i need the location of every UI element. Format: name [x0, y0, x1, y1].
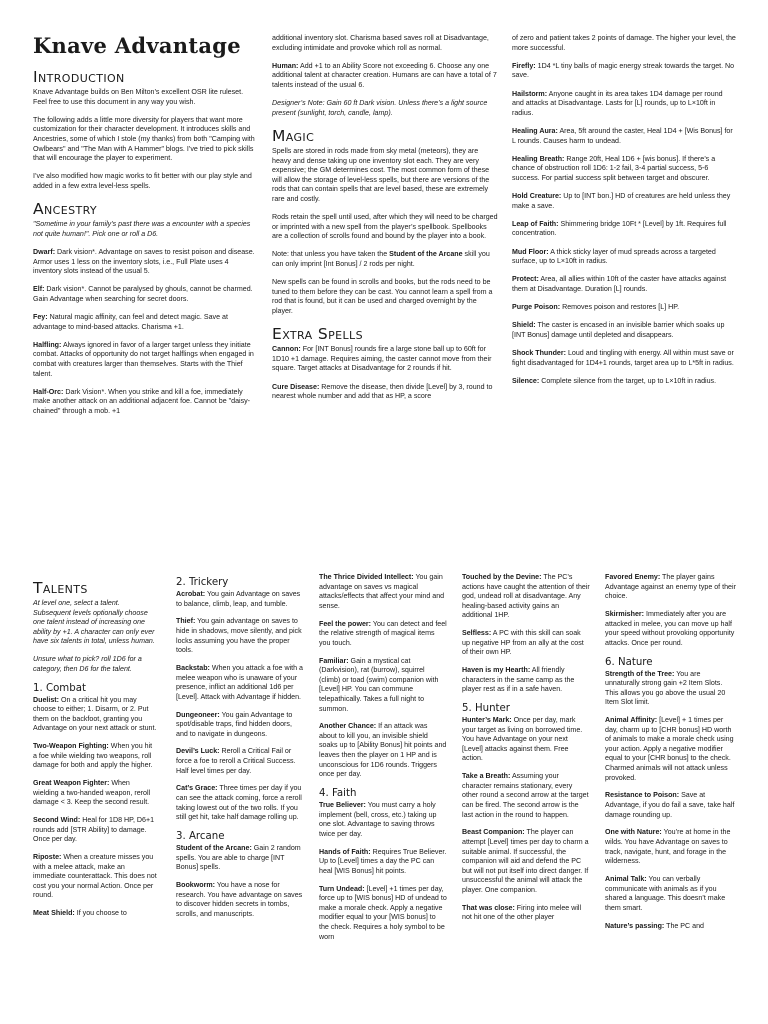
entry-name: Turn Undead: — [319, 884, 365, 893]
entry — [272, 250, 498, 269]
entry-text: All friendly characters in the same camp as the player rest as if in a safe haven. — [462, 666, 575, 694]
entry-text: When wielding a two-handed weapon, reroll damage < 3. Keep the second result. — [33, 779, 151, 807]
entry — [462, 573, 590, 621]
entry-name: The Thrice Divided Intellect: — [319, 573, 414, 581]
entry-text: A thick sticky layer of mud spreads across a targeted surface, up to L×10ft in radius. — [512, 247, 716, 266]
entry — [512, 127, 736, 146]
entry-text: Dark vision*. Cannot be paralysed by ghouls, cannot be charmed. Gain Advantage when searching for secret doors. — [33, 285, 253, 303]
entry — [512, 303, 736, 313]
entry-text: 1D4 *L tiny balls of magic energy streak towards the target. No save. — [512, 61, 735, 80]
entry-text: The player gains Advantage against an enemy type of their choice. — [605, 573, 736, 601]
entry-name: Human: — [272, 61, 299, 70]
entry — [462, 666, 590, 695]
entry-name: Mud Floor: — [512, 247, 549, 256]
entry-name: Backstab: — [176, 663, 210, 672]
entry-text: Gain a mystical cat (Darkvision), rat (burrow), squirrel (climb) or toad (swim) companion with [Level] HP. You can commune telepathically. Takes a full night to summon. — [319, 656, 439, 713]
entry-text: Removes poison and restores [L] HP. — [560, 303, 680, 312]
entry-text: Natural magic affinity, can feel and detect magic. Save at advantage to mind-based attacks. Charisma +1. — [33, 313, 228, 331]
entry — [33, 816, 157, 845]
entry — [176, 617, 303, 655]
entry-text: [Level] +1 times per day, force up to [WIS bonus] HD of undead to make a morale check. Apply a negative modifier equal to your [WIS bonus] to the check. Requires a holy symbol to be worn — [319, 884, 447, 941]
entry — [462, 772, 590, 820]
paragraph: I’ve also modified how magic works to fit better with our play style and added in a few extra level-less spells. — [33, 172, 252, 190]
entry-text: Shimmering bridge 10Ft * [Level] by 1ft. Requires full concentration. — [512, 219, 727, 238]
bottom-column-1 — [33, 573, 157, 927]
entry-text: Up to [INT bon.] HD of creatures are held unless they make a save. — [512, 192, 731, 210]
entry-name: Hailstorm: — [512, 89, 548, 98]
entry-text: You’re at home in the wilds. You have Advantage on saves to track, navigate, hunt, and forage in the wilderness. — [605, 828, 731, 866]
entry-text: Dark Vision*. When you strike and kill a foe, immediately make another attack on an additional adjacent foe. Cannot be "daisy-chained" through a mob. +1 — [33, 387, 251, 415]
bottom-column-3 — [319, 573, 447, 950]
entry-name: Great Weapon Fighter: — [33, 779, 110, 788]
entry-name: Animal Talk: — [605, 874, 647, 883]
entry-name: Duelist: — [33, 695, 60, 704]
entry — [512, 62, 736, 81]
entry-text: You must carry a holy implement (bell, cross, etc.) taking up one slot. Advantage to saving throws twice per day. — [319, 801, 437, 838]
entry-text: Save at Advantage, if you do fail a save, take half damage rounding up. — [605, 791, 735, 819]
entry-text: When a creature misses you with a melee attack, make an immediate counterattack. This does not cost you your normal Action. Once per round. — [33, 853, 157, 900]
entry-text: Complete silence from the target, up to L×10ft in radius. — [539, 376, 717, 385]
entry-text: skill you can only imprint [Int Bonus] / 2 rods per night. — [272, 250, 490, 269]
entry — [176, 844, 303, 873]
italic-note: At level one, select a talent. Subsequent levels optionally choose one talent instead of increasing one ability by +1. A character can only ever have six talents in total, unless human. — [33, 599, 155, 646]
entry — [319, 801, 447, 839]
entry-text: If an attack was about to kill you, an invisible shield soaks up to [Ability Bonus] hit points and leaves then the player on 1 HP and is unconscious for 1D6 rounds. Triggers once per day. — [319, 722, 447, 779]
entry-name: Healing Aura: — [512, 126, 558, 135]
entry-text: Always ignored in favor of a larger target unless they initiate combat. Attacks of opportunity do not target halflings when engaged in combat with creatures larger than themselves. Starts with the Thief talent. — [33, 340, 254, 378]
section-heading: Ancestry — [33, 200, 98, 219]
entry — [272, 345, 498, 374]
entry-text: On a critical hit you may choose to either; 1. Disarm, or 2. Put them on the backfoot, granting you Advantage on your next attack or stunt. — [33, 695, 157, 733]
entry — [512, 275, 736, 294]
top-column-3 — [512, 34, 736, 395]
entry-name: Dwarf: — [33, 247, 56, 256]
section-heading: Magic — [272, 126, 315, 145]
entry — [605, 716, 736, 783]
paragraph: The following adds a little more diversity for players that want more customization for their character development. It introduces skills and Ancestries, some of which I stole (my thanks) from both "Camping with Owlbears" and "The Man with A Hammer" blogs. I’ve tried to pick skills that will encourage the player to experiment. — [33, 115, 255, 163]
entry — [33, 313, 255, 332]
entry — [512, 192, 736, 211]
entry-text: Range 20ft, Heal 1D6 + [wis bonus]. If there’s a chance of obstruction roll 1D6: 1-2 fail, 3-4 partial success, 5-6 success. For partial success split between target and obscurer. — [512, 154, 716, 182]
entry-text: For [INT Bonus] rounds fire a large stone ball up to 60ft for 1D10 +1 damage. Requires aiming, the caster cannot move from their square. Target attacks at Disadvantage for 2 rounds if hit. — [272, 345, 492, 373]
entry-text: You can verbally communicate with animals as if you shared a language. This doesn’t make them smart. — [605, 874, 726, 912]
page-title: Knave Advantage — [33, 33, 241, 58]
entry-name: Halfling: — [33, 340, 62, 349]
entry-text: A PC with this skill can soak up negative HP from an ally at the cost of their own HP. — [462, 629, 584, 657]
entry-text: Loud and tingling with energy. All within must save or fight disadvantaged for 1D4+1 rounds, target area up to L*5ft in radius. — [512, 349, 734, 367]
entry-name: Hands of Faith: — [319, 847, 371, 856]
entry-name: Another Chance: — [319, 722, 377, 731]
entry-text: The player can attempt [Level] times per day to charm a suitable animal. If successful, the companion will aid and defend the PC but will not put itself into direct danger. If unsuccessful the animal will attack the player. One companion. — [462, 828, 589, 894]
subsection-heading: 6. Nature — [605, 656, 653, 668]
entry — [512, 321, 736, 340]
entry-text: When you hit a foe while wielding two weapons, roll damage for both and apply the higher. — [33, 742, 153, 770]
entry-text: Heal for 1D8 HP, D6+1 rounds add [STR Ability] to damage. Once per day. — [33, 816, 155, 844]
entry — [605, 573, 736, 602]
entry — [512, 90, 736, 119]
entry — [33, 853, 157, 901]
entry-text: Reroll a Critical Fail or force a foe to reroll a Critical Success. Half level times per day. — [176, 747, 296, 775]
entry — [462, 904, 590, 923]
entry — [176, 747, 303, 776]
entry-name: Haven is my Hearth: — [462, 666, 531, 675]
entry — [33, 285, 255, 304]
entry-text: The PC and — [664, 921, 704, 930]
entry-name: Nature’s passing: — [605, 921, 665, 930]
entry — [605, 670, 736, 708]
entry-name: Firefly: — [512, 61, 536, 70]
entry-text: Assuming your character remains stationary, every other round a second arrow at the target can be fired. The second arrow is the last action in the round to happen. — [462, 772, 589, 819]
entry-text: You gain Advantage on saves to balance, climb, leap, and tumble. — [176, 590, 301, 608]
subsection-heading: 4. Faith — [319, 788, 357, 800]
entry — [176, 711, 303, 740]
entry — [512, 377, 736, 387]
entry-name: Familiar: — [319, 656, 349, 665]
top-column-1 — [33, 34, 255, 425]
entry-name: Beast Companion: — [462, 828, 525, 837]
entry — [319, 620, 447, 649]
entry — [319, 722, 447, 780]
subsection-heading: 1. Combat — [33, 682, 86, 694]
entry-text: Area, 5ft around the caster, Heal 1D4 + [Wis Bonus] for L rounds. Causes harm to undead. — [512, 126, 733, 145]
entry — [319, 848, 447, 877]
entry-name: Touched by the Devine: — [462, 573, 542, 581]
entry-name: One with Nature: — [605, 828, 662, 837]
entry — [33, 341, 255, 379]
entry — [512, 155, 736, 184]
entry — [605, 791, 736, 820]
entry-name: Skirmisher: — [605, 609, 645, 618]
paragraph: Spells are stored in rods made from sky metal (meteors), they are heavy and dense taking up one inventory slot each. They are very expensive; the GM determines cost. The most common form of these will allow the storage of level-less spells, but there are versions of the rods that can contain spells that are level based, these are extremely rare and costly. — [272, 146, 490, 203]
entry — [512, 349, 736, 368]
entry-name: Protect: — [512, 275, 539, 284]
entry-text: You have a nose for research. You have advantage on saves to discover hidden secrets in tombs, scrolls, and manuscripts. — [176, 880, 303, 918]
entry-text: You gain Advantage to spot/disable traps, find hidden doors, and to navigate in dungeons. — [176, 710, 293, 738]
entry-text: The PC’s actions have caught the attention of their god, undead roll at disadvantage. Any healing-based activity gains an additional 1HP. — [462, 573, 590, 620]
entry-name: Devil’s Luck: — [176, 747, 220, 756]
section-heading: Introduction — [33, 68, 125, 86]
entry — [176, 590, 303, 609]
entry-name: Cure Disease: — [272, 382, 320, 391]
paragraph: Rods retain the spell until used, after which they will need to be charged or imprinted with a new spell from the player’s spellbook. Spellbooks are a collection of scrolls found and bound by the player into a book. — [272, 213, 498, 241]
bottom-column-5 — [605, 573, 736, 939]
entry-name: Animal Affinity: — [605, 716, 658, 725]
entry-name: Healing Breath: — [512, 154, 565, 163]
section-heading: Extra Spells — [272, 325, 363, 344]
entry-name: Shield: — [512, 321, 536, 330]
entry-text: When you attack a foe with a melee weapon who is unaware of your presence, inflict an additional 1d6 per [Level]. Attack with Advantage if hidden. — [176, 663, 303, 701]
entry-name: Dungeoneer: — [176, 710, 220, 719]
paragraph: of zero and patient takes 2 points of damage. The higher your level, the more successful. — [512, 34, 736, 52]
entry — [512, 220, 736, 239]
entry-name: True Believer: — [319, 801, 366, 810]
entry-name: Student of the Arcane — [389, 250, 463, 259]
subsection-heading: 5. Hunter — [462, 703, 510, 715]
entry-text: The caster is encased in an invisible barrier which soaks up [INT Bonus] damage until depleted and disappears. — [512, 321, 725, 339]
entry-name: Silence: — [512, 376, 540, 385]
entry-name: Shock Thunder: — [512, 349, 566, 358]
entry-name: Two-Weapon Fighting: — [33, 742, 109, 751]
entry — [605, 875, 736, 913]
entry-text: [Level] + 1 times per day, charm up to [CHR bonus] HD worth of animals to make a morale check using your action. Apply a negative modifier equal to your [CHR bonus] to the check. Charmed animals will not attack unless provoked. — [605, 716, 734, 782]
entry-name: Bookworm: — [176, 880, 216, 889]
entry-name: Selfless: — [462, 629, 492, 638]
subsection-heading: 3. Arcane — [176, 831, 225, 842]
entry — [33, 779, 157, 808]
subsection-heading: 2. Trickery — [176, 577, 229, 588]
entry-text: You are unnaturally strong gain +2 Item Slots. This allows you go above the usual 20 Item Slot limit. — [605, 669, 726, 707]
entry — [33, 388, 255, 417]
entry-text: Firing into melee will not hit one of the other player — [462, 903, 582, 922]
entry-name: Take a Breath: — [462, 772, 511, 781]
entry — [319, 657, 447, 715]
entry-text: Remove the disease, then divide [Level] by 3, round to nearest whole number and add that as HP, a score — [272, 382, 493, 401]
entry-name: Elf: — [33, 285, 45, 294]
entry — [512, 248, 736, 267]
italic-note: "Sometime in your family’s past there was a encounter with a species not quite human!". Pick one or roll a D6. — [33, 220, 251, 238]
entry — [272, 62, 498, 91]
bottom-column-4 — [462, 573, 590, 931]
entry-name: Half-Orc: — [33, 387, 64, 396]
entry-text: If you choose to — [74, 909, 127, 918]
entry — [272, 383, 498, 402]
entry-name: Favored Enemy: — [605, 573, 661, 581]
italic-note: Unsure what to pick? roll 1D6 for a category, then D6 for the talent. — [33, 655, 142, 673]
entry-text: Once per day, mark your target as living on borrowed time. You have Advantage on your next [Level] attacks against them. Free action. — [462, 716, 583, 763]
entry — [319, 573, 447, 611]
entry-text: Three times per day if you can see the attack coming, force a reroll taking lowest out of the two rolls. If you still get hit, take half damage rolling up. — [176, 784, 302, 822]
paragraph: Knave Advantage builds on Ben Milton’s excellent OSR lite ruleset. Feel free to use this document in any way you wish. — [33, 88, 244, 106]
entry-name: Cannon: — [272, 345, 301, 354]
entry-text: Anyone caught in its area takes 1D4 damage per round and attacks at Disadvantage. Lasts for [L] rounds, up to L×10ft in radius. — [512, 89, 723, 117]
entry — [176, 881, 303, 919]
italic-note: Designer’s Note: Gain 60 ft Dark vision. Unless there’s a light source present (sunlight, torch, candle, lamp). — [272, 99, 488, 117]
entry-name: Second Wind: — [33, 816, 81, 825]
entry-name: Meat Shield: — [33, 909, 75, 918]
entry — [462, 629, 590, 658]
entry-name: Resistance to Poison: — [605, 791, 680, 800]
entry-name: Hold Creature: — [512, 192, 562, 201]
entry — [176, 784, 303, 822]
entry-name: Strength of the Tree: — [605, 669, 675, 678]
entry-name: Purge Poison: — [512, 303, 561, 312]
entry-name: Cat’s Grace: — [176, 784, 218, 793]
entry-name: Thief: — [176, 617, 196, 626]
entry-text: Dark vision*. Advantage on saves to resist poison and disease. Armor uses 1 less on the inventory slots, i.e., Full Plate uses 4 inventory slots instead of the usual 5. — [33, 247, 255, 276]
entry-text: Immediately after you are attacked in melee, you can move up half your speed without provoking opportunity attacks. Once per round. — [605, 609, 735, 647]
top-column-2 — [272, 34, 498, 410]
entry-text: Add +1 to an Ability Score not exceeding 6. Choose any one additional talent at character creation. Humans are can have a total of 7 talents instead of the usual 6. — [272, 61, 497, 89]
paragraph: New spells can be found in scrolls and books, but the rods need to be tuned to them before they can be cast. You cannot learn a spell from a rod that is found, but it can be used and charged overnight by the player. — [272, 278, 493, 316]
bottom-column-2 — [176, 573, 303, 928]
entry-text: You gain advantage on saves vs magical attacks/effects that affect your mind and sense. — [319, 573, 445, 610]
entry-text: Gain 2 random spells. You are able to charge [INT Bonus] spells. — [176, 844, 301, 872]
entry — [33, 742, 157, 771]
entry — [605, 828, 736, 866]
entry-text: You can detect and feel the relative strength of magical items you touch. — [319, 619, 447, 647]
entry-name: Leap of Faith: — [512, 219, 559, 228]
entry-name: That was close: — [462, 903, 515, 912]
entry-text: You gain advantage on saves to hide in shadows, move silently, and pick locks assuming you have the proper tools. — [176, 617, 302, 655]
entry-text: Requires True Believer. Up to [Level] times a day the PC can heal [WIS Bonus] hit points. — [319, 847, 447, 875]
entry-name: Feel the power: — [319, 619, 372, 628]
entry — [33, 909, 157, 919]
entry-name: Fey: — [33, 313, 48, 322]
entry — [462, 716, 590, 764]
entry-name: Acrobat: — [176, 590, 206, 598]
entry — [176, 664, 303, 702]
entry-name: Riposte: — [33, 853, 62, 861]
section-heading: Talents — [33, 579, 88, 597]
paragraph: additional inventory slot. Charisma based saves roll at Disadvantage, excluding intimidate and provoke which roll as normal. — [272, 34, 489, 52]
entry-name: Student of the Arcane: — [176, 844, 252, 852]
entry — [462, 828, 590, 895]
entry-text: Note: that unless you have taken the — [272, 250, 390, 259]
entry — [605, 922, 736, 932]
entry-text: Area, all allies within 10ft of the caster have attacks against them at Disadvantage. Duration [L] rounds. — [512, 275, 727, 294]
entry-name: Hunter’s Mark: — [462, 716, 512, 725]
entry — [33, 248, 255, 277]
entry — [319, 885, 447, 943]
entry — [605, 610, 736, 648]
entry — [33, 696, 157, 734]
